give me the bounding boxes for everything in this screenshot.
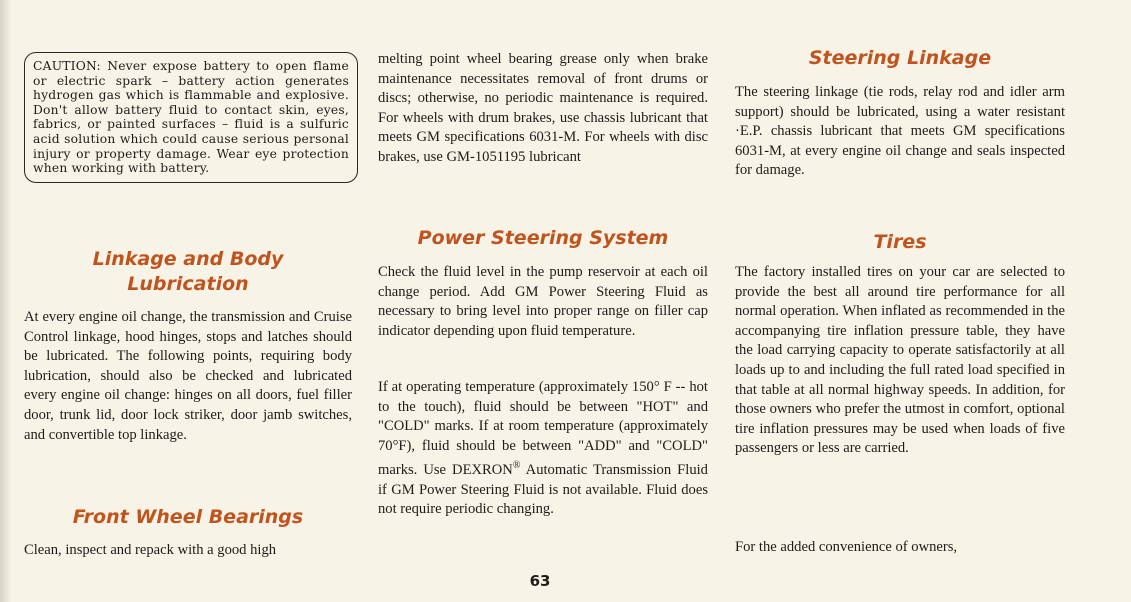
steering-linkage-heading: Steering Linkage [808, 47, 992, 69]
linkage-heading-line-1: Linkage and Body [92, 248, 284, 270]
power-steering-heading: Power Steering System [417, 227, 669, 249]
tires-paragraph-2: For the added convenience of owners, [735, 539, 958, 555]
power-steering-paragraph-2b: Automatic Transmission Fluid if GM Power Steering Fluid is not available. Fluid does not require periodic changing. [378, 462, 708, 518]
linkage-paragraph: At every engine oil change, the transmission and Cruise Control linkage, hood hinges, stops and latches should be lubricated. The following points, requiring body lubrication, should also be checked and lubricated every engine oil change: hinges on all doors, fuel filler door, trunk lid, door lock striker, door jamb switches, and convertible top linkage. [24, 309, 352, 443]
page-edge-shadow [0, 0, 12, 602]
front-wheel-paragraph: Clean, inspect and repack with a good high [24, 542, 277, 558]
front-wheel-heading: Front Wheel Bearings [72, 506, 304, 528]
registered-mark: ® [512, 460, 521, 472]
caution-box: CAUTION: Never expose battery to open flame or electric spark – battery action generates hydrogen gas which is flammable and explosive. Don't allow battery fluid to contact skin, eyes, fabrics, or painted surfaces – fluid is a sulfuric acid solution which could cause serious personal injury or property damage. Wear eye protection when working with battery. [24, 52, 358, 183]
page-number: 63 [529, 572, 551, 590]
steering-linkage-paragraph: The steering linkage (tie rods, relay rod and idler arm support) should be lubricated, using a water resistant ·E.P. chassis lubricant that meets GM specifications 6031-M, at every engine oil change and seals inspected for damage. [735, 84, 1065, 179]
tires-paragraph: The factory installed tires on your car are selected to provide the best all around tire performance for all normal operation. When inflated as recommended in the accompanying tire inflation pressure table, they have the load carrying capacity to operate satisfactorily at all loads up to and including the full rated load specified in that table at all normal highway speeds. In addition, for those owners who prefer the utmost in comfort, optional tire inflation pressures may be used when loads of five passengers or less are carried. [735, 264, 1065, 457]
linkage-heading-line-2: Lubrication [127, 273, 249, 295]
tires-heading: Tires [873, 231, 927, 253]
bearing-paragraph: melting point wheel bearing grease only when brake maintenance necessitates removal of front drums or discs; otherwise, no periodic maintenance is required. For wheels with drum brakes, use chassis lubricant that meets GM specifications 6031-M. For wheels with disc brakes, use GM-1051195 lubricant [378, 51, 708, 165]
linkage-heading [24, 247, 352, 297]
power-steering-paragraph-1: Check the fluid level in the pump reservoir at each oil change period. Add GM Power Steering Fluid as necessary to bring level into proper range on filler cap indicator depending upon fluid temperature. [378, 264, 708, 339]
power-steering-paragraph-2 [378, 378, 708, 520]
power-steering-paragraph-2a: If at operating temperature (approximately 150° F -- hot to the touch), fluid should be between "HOT" and "COLD" marks. If at room temperature (approximately 70°F), fluid should be between "ADD" and "COLD" marks. Use DEXRON [378, 379, 708, 479]
